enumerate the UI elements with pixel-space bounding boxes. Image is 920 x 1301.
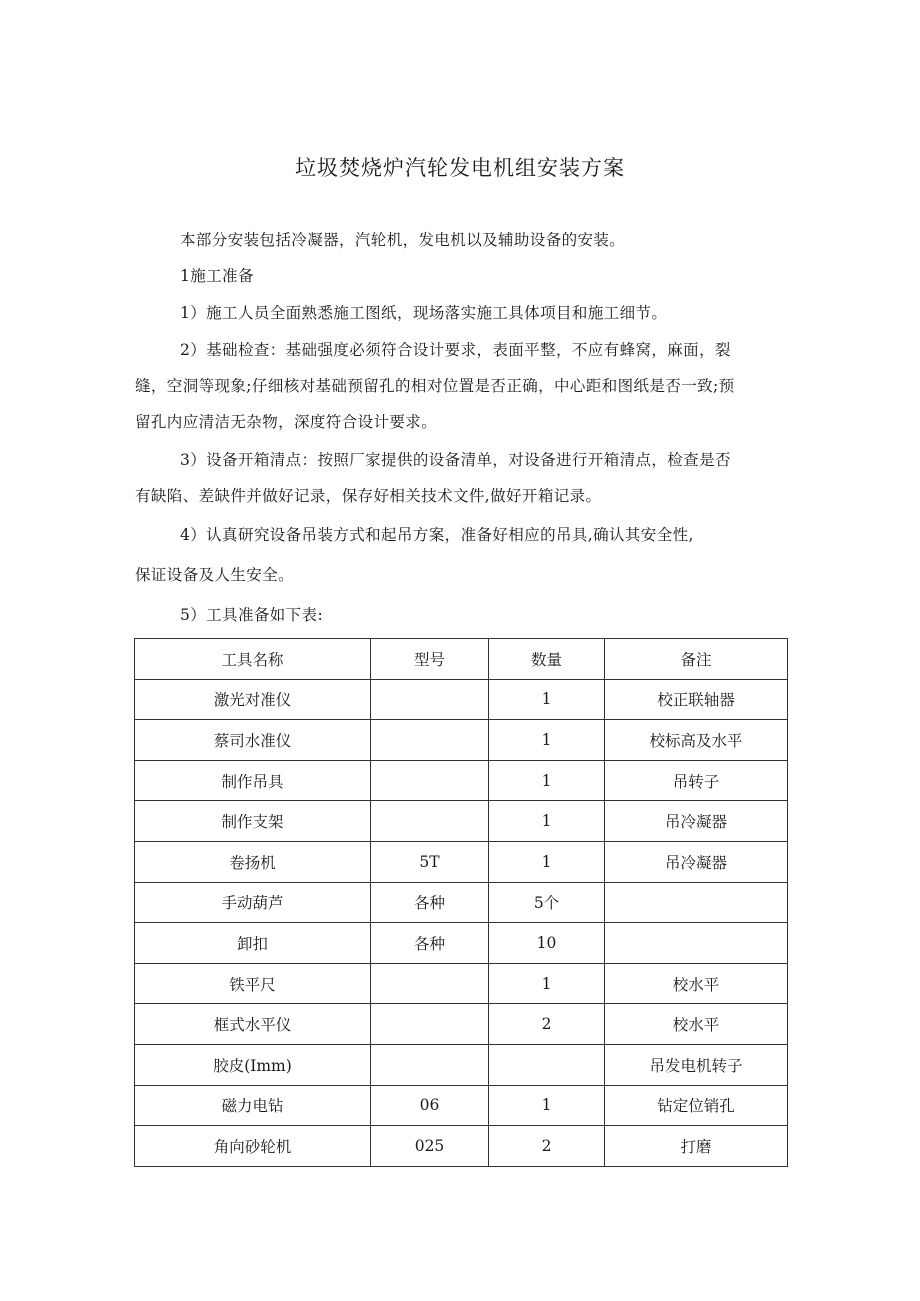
table-cell: 吊冷凝器 xyxy=(605,801,788,842)
table-cell: 06 xyxy=(371,1085,489,1126)
header-cell: 数量 xyxy=(489,639,605,680)
table-cell: 蔡司水准仪 xyxy=(135,720,371,761)
item2-line3: 留孔内应清洁无杂物，深度符合设计要求。 xyxy=(135,413,438,431)
table-row xyxy=(135,801,788,842)
table-cell: 卷扬机 xyxy=(135,841,371,882)
table-row xyxy=(135,1126,788,1167)
item3-paragraph xyxy=(135,442,785,514)
table-cell xyxy=(371,760,489,801)
table-cell: 吊转子 xyxy=(605,760,788,801)
item2-paragraph xyxy=(135,332,785,440)
item1-paragraph xyxy=(135,295,785,331)
table-cell xyxy=(371,801,489,842)
table-cell: 钻定位销孔 xyxy=(605,1085,788,1126)
section1-text: 1施工准备 xyxy=(180,267,254,285)
table-row xyxy=(135,1004,788,1045)
table-row xyxy=(135,841,788,882)
table-cell: 5T xyxy=(371,841,489,882)
table-cell: 激光对准仪 xyxy=(135,679,371,720)
table-cell: 校水平 xyxy=(605,963,788,1004)
table-cell: 025 xyxy=(371,1126,489,1167)
item2-line1: 2）基础检查：基础强度必须符合设计要求，表面平整，不应有蜂窝，麻面，裂 xyxy=(180,341,731,359)
table-cell: 角向砂轮机 xyxy=(135,1126,371,1167)
table-cell xyxy=(605,923,788,964)
table-header-row xyxy=(135,639,788,680)
intro-paragraph xyxy=(135,222,785,258)
table-cell xyxy=(371,720,489,761)
table-cell: 校正联轴器 xyxy=(605,679,788,720)
table-cell: 磁力电钻 xyxy=(135,1085,371,1126)
intro-text: 本部分安装包括冷凝器，汽轮机，发电机以及辅助设备的安装。 xyxy=(180,231,626,249)
table-cell: 校水平 xyxy=(605,1004,788,1045)
item5-text: 5）工具准备如下表: xyxy=(180,606,324,624)
item2-line2: 缝，空洞等现象;仔细核对基础预留孔的相对位置是否正确，中心距和图纸是否一致;预 xyxy=(135,377,735,395)
header-cell: 型号 xyxy=(371,639,489,680)
table-cell xyxy=(371,1004,489,1045)
table-cell: 各种 xyxy=(371,923,489,964)
item1-text: 1）施工人员全面熟悉施工图纸，现场落实施工具体项目和施工细节。 xyxy=(180,304,668,322)
item5-paragraph xyxy=(135,597,785,633)
table-cell: 1 xyxy=(489,1085,605,1126)
table-cell: 1 xyxy=(489,679,605,720)
table-cell: 制作吊具 xyxy=(135,760,371,801)
table-cell: 2 xyxy=(489,1004,605,1045)
section-heading xyxy=(135,258,785,294)
item3-line1: 3）设备开箱清点：按照厂家提供的设备清单，对设备进行开箱清点，检查是否 xyxy=(180,451,731,469)
table-cell xyxy=(489,1044,605,1085)
table-cell: 5个 xyxy=(489,882,605,923)
table-cell: 10 xyxy=(489,923,605,964)
item4-line2: 保证设备及人生安全。 xyxy=(135,566,295,584)
table-cell: 卸扣 xyxy=(135,923,371,964)
table-row xyxy=(135,963,788,1004)
page-title: 垃圾焚烧炉汽轮发电机组安装方案 xyxy=(295,156,625,180)
table-cell: 校标高及水平 xyxy=(605,720,788,761)
table-cell: 吊冷凝器 xyxy=(605,841,788,882)
table-row xyxy=(135,923,788,964)
table-cell: 1 xyxy=(489,720,605,761)
table-cell: 1 xyxy=(489,760,605,801)
table-cell: 2 xyxy=(489,1126,605,1167)
item3-line2: 有缺陷、差缺件并做好记录，保存好相关技术文件,做好开箱记录。 xyxy=(135,487,602,505)
table-row xyxy=(135,720,788,761)
table-cell xyxy=(371,679,489,720)
table-cell: 框式水平仪 xyxy=(135,1004,371,1045)
table-cell xyxy=(371,1044,489,1085)
table-row xyxy=(135,1044,788,1085)
item4-line1: 4）认真研究设备吊装方式和起吊方案，准备好相应的吊具,确认其安全性, xyxy=(180,526,694,544)
table-cell: 吊发电机转子 xyxy=(605,1044,788,1085)
table-cell: 手动葫芦 xyxy=(135,882,371,923)
table-row xyxy=(135,882,788,923)
table-row xyxy=(135,679,788,720)
table-cell: 各种 xyxy=(371,882,489,923)
item4-paragraph xyxy=(135,517,785,593)
tools-table xyxy=(134,638,788,1167)
table-cell xyxy=(371,963,489,1004)
table-cell: 1 xyxy=(489,801,605,842)
table-cell: 打磨 xyxy=(605,1126,788,1167)
table-cell xyxy=(605,882,788,923)
table-cell: 1 xyxy=(489,963,605,1004)
header-cell: 工具名称 xyxy=(135,639,371,680)
header-cell: 备注 xyxy=(605,639,788,680)
table-cell: 铁平尺 xyxy=(135,963,371,1004)
table-cell: 制作支架 xyxy=(135,801,371,842)
table-cell: 胶皮(Imm) xyxy=(135,1044,371,1085)
table-row xyxy=(135,760,788,801)
table-cell: 1 xyxy=(489,841,605,882)
table-row xyxy=(135,1085,788,1126)
